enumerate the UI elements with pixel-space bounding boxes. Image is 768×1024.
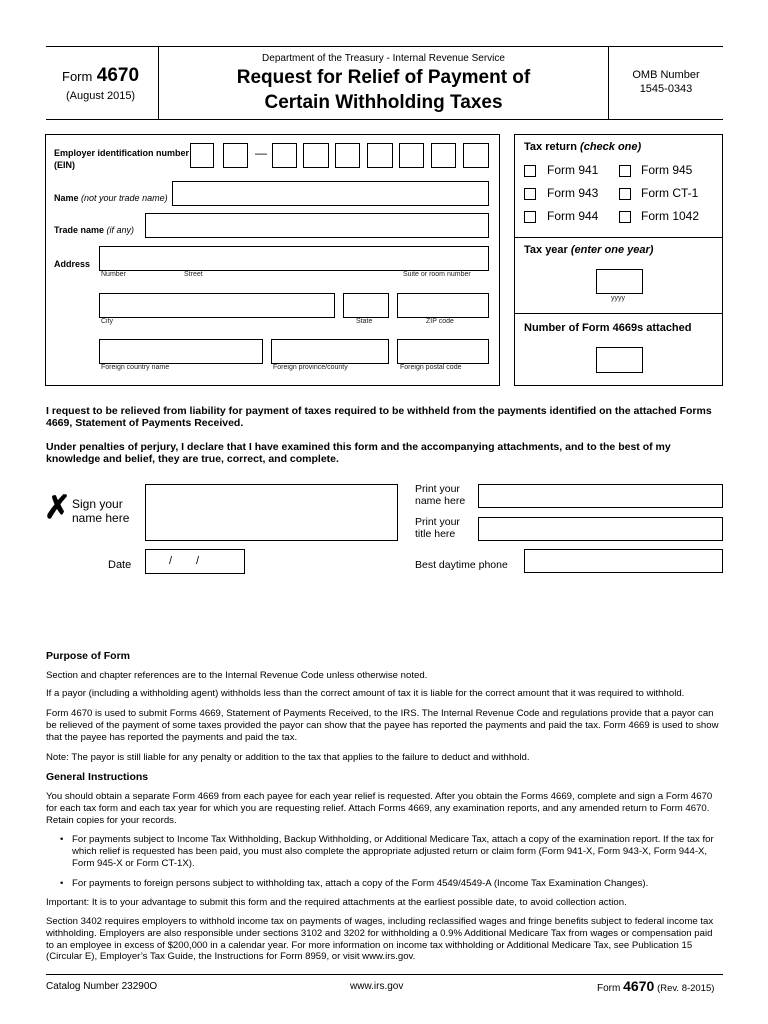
- general-heading: General Instructions: [46, 771, 149, 783]
- bullet-item-1: [60, 834, 722, 869]
- checkbox-form-944[interactable]: [524, 211, 536, 223]
- name-field[interactable]: [172, 181, 489, 206]
- trade-name-label: [54, 225, 134, 235]
- tax-year-field[interactable]: [596, 269, 643, 294]
- foreign-country-field[interactable]: [99, 339, 263, 364]
- print-name-line2: name here: [415, 495, 466, 507]
- date-separator-2: /: [196, 555, 200, 567]
- sign-here-mark-icon: ✗: [44, 489, 71, 525]
- website-link[interactable]: www.irs.gov: [350, 981, 404, 992]
- phone-field[interactable]: [524, 549, 723, 573]
- section-3402-para: Section 3402 requires employers to withhold income tax on payments of wages, including reclassified wages and fringe benefits subject to federal income tax withholding. Employers are also responsible under sections 3102 and 3202 for withholding a 0.9% Additional Medicare Tax from wages or compensation paid to an employee in excess of $200,000 in a calendar year. For more information on income tax withholding or Additional Medicare Tax, see Publication 15 (Circular E), Employer’s Tax Guide, the Instructions for Form 8959, or visit www.irs.gov.: [46, 916, 714, 963]
- tax-year-label-text: Tax year: [524, 244, 568, 256]
- tax-return-label-hint: (check one): [580, 141, 642, 153]
- attached-count-label: Number of Form 4669s attached: [524, 322, 692, 334]
- purpose-heading: Purpose of Form: [46, 650, 131, 662]
- checkbox-label-form-945: Form 945: [641, 163, 693, 177]
- ein-digit-6[interactable]: [367, 143, 393, 168]
- trade-name-field[interactable]: [145, 213, 489, 238]
- tax-year-label: [524, 244, 653, 256]
- ein-label: [54, 147, 194, 171]
- form-number: 4670: [96, 65, 140, 86]
- sign-here-label: [72, 497, 129, 525]
- foreign-postal-caption: Foreign postal code: [400, 364, 462, 371]
- name-label-hint: (not your trade name): [81, 193, 168, 203]
- tax-year-format: yyyy: [611, 295, 625, 302]
- checkbox-label-form-944: Form 944: [547, 209, 599, 223]
- relief-request-statement: I request to be relieved from liability for payment of taxes required to be withheld from the payments identified on the attached Forms 4669, Statement of Payments Received.: [46, 405, 712, 429]
- sign-here-line2: name here: [72, 511, 130, 525]
- catalog-number: Catalog Number 23290O: [46, 981, 158, 992]
- sign-here-line1: Sign your: [72, 497, 123, 511]
- print-title-line2: title here: [415, 528, 456, 540]
- ein-digit-3[interactable]: [272, 143, 297, 168]
- street-address-field[interactable]: [99, 246, 489, 271]
- name-label: [54, 193, 168, 203]
- general-para-1: You should obtain a separate Form 4669 from each payee for each year relief is requested. After you obtain the Forms 4669, complete and sign a Form 4670 for each tax form and each tax year for which you are requesting relief. Attach Forms 4669, any examination reports, and any amended return to Form 4670. Retain copies for your records.: [46, 791, 713, 826]
- form-header: [46, 46, 723, 120]
- checkbox-label-form-1042: Form 1042: [641, 209, 700, 223]
- print-name-line1: Print your: [415, 483, 460, 495]
- state-field[interactable]: [343, 293, 389, 318]
- tax-year-label-hint: (enter one year): [570, 244, 654, 256]
- perjury-statement: Under penalties of perjury, I declare that I have examined this form and the accompanying attachments, and to the best of my knowledge and belief, they are true, correct, and complete.: [46, 441, 671, 465]
- print-name-field[interactable]: [478, 484, 723, 508]
- date-separator-1: /: [169, 555, 173, 567]
- form-title-2: Certain Withholding Taxes: [264, 92, 503, 113]
- form-id: [62, 65, 142, 87]
- ein-digit-1[interactable]: [190, 143, 214, 168]
- footer-rule: [46, 974, 723, 975]
- city-caption: City: [101, 318, 114, 325]
- name-label-text: Name: [54, 193, 79, 203]
- purpose-note: Note: The payor is still liable for any penalty or addition to the tax that applies to the failure to deduct and withhold.: [46, 752, 530, 763]
- ein-digit-9[interactable]: [463, 143, 489, 168]
- foreign-province-field[interactable]: [271, 339, 389, 364]
- address-label: Address: [54, 259, 91, 269]
- print-title-label: [415, 516, 460, 540]
- checkbox-form-943[interactable]: [524, 188, 536, 200]
- trade-name-label-hint: (if any): [106, 225, 135, 235]
- state-caption: State: [356, 318, 373, 325]
- zip-field[interactable]: [397, 293, 489, 318]
- bullet-item-2: [60, 878, 722, 890]
- checkbox-form-941[interactable]: [524, 165, 536, 177]
- tax-return-divider-1: [514, 237, 723, 238]
- checkbox-label-form-941: Form 941: [547, 163, 599, 177]
- form-title-1: Request for Relief of Payment of: [236, 67, 531, 88]
- foreign-province-caption: Foreign province/county: [273, 364, 348, 371]
- checkbox-label-form-ct1: Form CT-1: [641, 186, 699, 200]
- form-date: (August 2015): [66, 90, 136, 102]
- zip-caption: ZIP code: [426, 318, 454, 325]
- signature-field[interactable]: [145, 484, 398, 541]
- checkbox-form-945[interactable]: [619, 165, 631, 177]
- bullet-icon: •: [60, 878, 64, 889]
- ein-digit-2[interactable]: [223, 143, 248, 168]
- footer-form-number: 4670: [623, 978, 655, 994]
- foreign-postal-field[interactable]: [397, 339, 489, 364]
- ein-label-text: Employer identification number: [54, 148, 190, 158]
- number-caption: Number: [101, 271, 126, 278]
- attached-count-field[interactable]: [596, 347, 643, 373]
- purpose-para-1: Section and chapter references are to the Internal Revenue Code unless otherwise noted.: [46, 670, 428, 681]
- department-line: Department of the Treasury - Internal Revenue Service: [262, 53, 505, 64]
- print-title-line1: Print your: [415, 516, 460, 528]
- date-field[interactable]: [145, 549, 245, 574]
- bullet-icon: •: [60, 834, 64, 845]
- ein-digit-7[interactable]: [399, 143, 424, 168]
- omb-number: 1545-0343: [639, 83, 693, 95]
- purpose-para-2: If a payor (including a withholding agent) withholds less than the correct amount of tax it is liable for the correct amount that it was required to withhold.: [46, 688, 685, 699]
- suite-caption: Suite or room number: [403, 271, 471, 278]
- ein-digit-4[interactable]: [303, 143, 329, 168]
- tax-return-divider-2: [514, 313, 723, 314]
- purpose-para-3: Form 4670 is used to submit Forms 4669, Statement of Payments Received, to the IRS. The Internal Revenue Code and regulations provide that a payor can be relieved of the payment of some taxes provided the payor can show that the payee has reported the payments and paid the tax. Form 4669 is used to show that the payee has reported the payments and paid the tax.: [46, 708, 719, 743]
- bullet-text-2: For payments to foreign persons subject to withholding tax, attach a copy of the Form 4549/4549-A (Income Tax Examination Changes).: [72, 878, 649, 889]
- phone-label: Best daytime phone: [415, 559, 508, 571]
- bullet-text-1: For payments subject to Income Tax Withholding, Backup Withholding, or Additional Medicare Tax, attach a copy of the examination report. If the tax for which relief is requested has been paid, you must also complete the appropriate adjusted return or claim form (Form 941-X, Form 943-X, Form 944-X, Form 945-X or Form CT-1X).: [72, 834, 714, 869]
- checkbox-form-1042[interactable]: [619, 211, 631, 223]
- important-note: Important: It is to your advantage to submit this form and the required attachments at the earliest possible date, to avoid collection action.: [46, 897, 627, 908]
- ein-digit-8[interactable]: [431, 143, 456, 168]
- print-name-label: [415, 483, 465, 507]
- city-field[interactable]: [99, 293, 335, 318]
- date-label: Date: [108, 559, 132, 571]
- ein-digit-5[interactable]: [335, 143, 360, 168]
- foreign-country-caption: Foreign country name: [101, 364, 170, 371]
- print-title-field[interactable]: [478, 517, 723, 541]
- form-word: Form: [62, 69, 93, 84]
- ein-label-sub: (EIN): [54, 160, 75, 170]
- footer-form-id: [597, 978, 714, 994]
- tax-return-label-text: Tax return: [524, 141, 577, 153]
- tax-return-label: [524, 141, 641, 153]
- footer-revision: (Rev. 8-2015): [657, 983, 715, 994]
- checkbox-label-form-943: Form 943: [547, 186, 599, 200]
- trade-name-label-text: Trade name: [54, 225, 105, 235]
- footer-form-word: Form: [597, 983, 621, 994]
- omb-label: OMB Number: [632, 69, 700, 81]
- street-caption: Street: [184, 271, 203, 278]
- checkbox-form-ct1[interactable]: [619, 188, 631, 200]
- ein-dash: —: [255, 146, 267, 160]
